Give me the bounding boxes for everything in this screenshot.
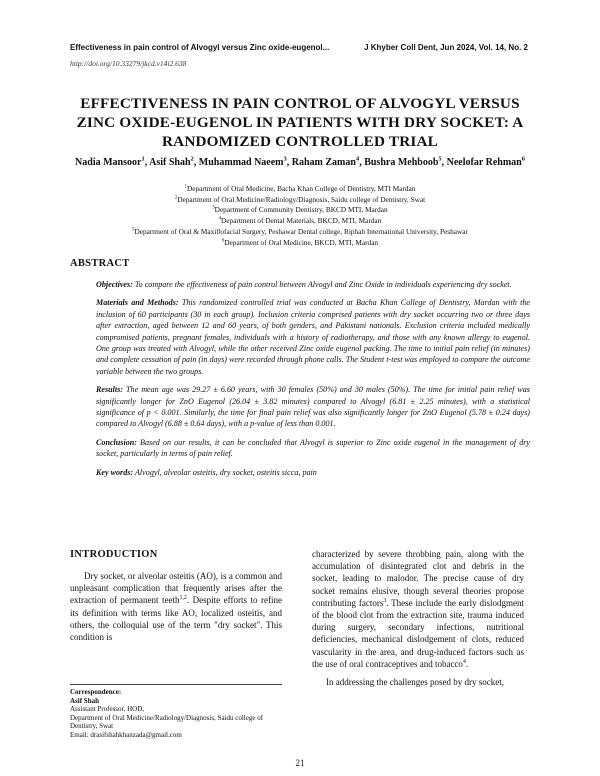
keywords-label: Key words: [96,467,134,477]
abstract-heading: ABSTRACT [70,258,130,269]
intro-paragraph-2 [312,548,524,670]
objectives-label: Objectives: [96,280,133,289]
correspondence-name: Asif Shah [70,696,99,705]
methods-text: This randomized controlled trial was conducted at Bacha Khan College of Dentistry, Mardan with the inclusion of 60 participants (30 in each group). Inclusion criteria comprised patients with dry socket occurring two or three days after extraction, aged between 12 and 60 years, of both genders, and Pakistani nationals. Exclusion criteria included medically compromised patients, pregnant females, individuals with a history of radiotherapy, and those with any known allergy to eugenol. One group was treated with Alvogyl, while the other received Zinc oxide eugenol packing. The time to initial pain relief (in minutes) and complete cessation of pain (in days) were recorded through phone calls. The Student t-test was employed to compare the outcome variable between the two groups. [96,298,530,376]
author-sup: 1 [141,155,145,163]
results-text: The mean age was 29.27 ± 6.60 years, with 30 females (50%) and 30 males (50%). The time for initial pain relief was significantly longer for ZnO Eugenol (26.04 ± 3.82 minutes) compared to Alvogyl (6.81 ± 2.25 minutes), with a statistical significance of p < 0.001. Similarly, the time for final pain relief was also significantly longer for ZnO Eugenol (5.78 ± 0.24 days) compared to Alvogyl (6.88 ± 0.64 days), with a p-value of less than 0.001. [96,385,530,429]
correspondence-email[interactable]: Email: drasifshahkhanzada@gmail.com [70,730,182,739]
correspondence-dept: Department of Oral Medicine/Radiology/Diagnosis, Saidu college of Dentistry, Swat [70,713,264,731]
author-name: Asif Shah [149,157,191,168]
running-header-title: Effectiveness in pain control of Alvogyl versus Zinc oxide-eugenol... [70,43,330,52]
author-sup: 3 [283,155,287,163]
abstract-keywords [96,467,530,478]
abstract-results [96,384,530,430]
page-number: 21 [295,758,305,768]
body-column-right [312,548,524,688]
author-list: Nadia Mansoor$^1$, Asif Shah$^2$, Muhammad Naeem$^3$, Raham Zaman$^4$, Bushra Mehboob$^5$, Neelofar Rehman$^6$ [75,155,525,168]
objectives-text: To compare the effectiveness of pain control between Alvogyl and Zinc Oxide in individuals experiencing dry socket. [134,280,512,289]
intro-p2-text: characterized by severe throbbing pain, along with the accumulation of disintegrated clot and debris in the socket, leading to malodor. The precise cause of dry socket remains elusive, though several theories propose contributing factors [312,549,524,608]
abstract-objectives [96,279,530,290]
author-name: Bushra Mehboob [364,157,439,168]
abstract-body [96,279,530,485]
affiliation-text: Department of Oral Medicine/Radiology/Diagnosis, Saidu college of Dentistry, Swat [177,194,426,204]
affiliation-text: Department of Community Dentistry, BKCD MTI, Mardan [214,205,388,215]
author-name: Neelofar Rehman [446,157,522,168]
affiliation [70,195,530,206]
author-sup: 2 [190,155,194,163]
conclusion-text: Based on our results, it can be concluded that Alvogyl is superior to Zinc oxide eugenol in the management of dry socket, particularly in terms of pain relief. [96,437,530,459]
affiliation [70,216,530,227]
affiliation [70,184,530,195]
conclusion-label: Conclusion: [96,437,137,447]
author-sup: 5 [438,155,442,163]
affiliation-sup: 6 [221,238,225,244]
affiliation-sup: 4 [218,216,222,222]
affiliation-sup: 5 [132,227,135,233]
affiliation [70,205,530,216]
intro-p2-text-cont: . These include the early dislodgment of the blood clot from the extraction site, trauma induced during surgery, secondary infections, nutritional deficiencies, mechanical dislodgement of clots, reduced vascularity in the area, and drug-induced factors such as the use of oral contraceptives and tobacco [312,597,524,669]
correspondence-box [70,684,282,740]
affiliation-text: Department of Oral & Maxillofacial Surgery, Peshawar Dental college, Riphah International University, Peshawar [134,226,468,236]
author-name: Nadia Mansoor [75,157,142,168]
doi-link[interactable]: http://doi.org/10.33279/jkcd.v14i2.638 [70,59,187,68]
citation-sup: 3 [383,597,387,604]
affiliation [70,238,530,249]
correspondence-label: Correspondence: [70,688,122,696]
author-name: Muhammad Naeem [198,157,284,168]
author-sup: 6 [521,155,525,163]
affiliation-sup: 2 [174,195,178,201]
paper-title: EFFECTIVENESS IN PAIN CONTROL OF ALVOGYL VERSUS ZINC OXIDE-EUGENOL IN PATIENTS WITH DRY SOCKET: A RANDOMIZED CONTROLLED TRIAL [76,95,524,150]
results-label: Results: [96,385,123,395]
affiliation-text: Department of Dental Materials, BKCD, MTI, Mardan [221,216,382,226]
intro-p1-text-cont: . Despite efforts to refine its definition with terms like AO, localized osteitis, and others, the colloquial use of the term "dry socket". This condition is [70,595,282,643]
abstract-conclusion [96,437,530,460]
intro-p2-end: . [465,658,469,669]
correspondence-role: Assistant Professor, HOD, [70,705,144,714]
citation-sup: 4 [462,658,466,665]
methods-label: Materials and Methods: [96,298,179,308]
abstract-methods [96,297,530,377]
affiliation-text: Department of Oral Medicine, Bacha Khan College of Dentistry, MTI Mardan [186,184,416,193]
author-sup: 4 [355,155,360,163]
intro-paragraph-3: In addressing the challenges posed by dry socket, [326,677,504,688]
affiliation-text: Department of Oral Medicine, BKCD, MTI, Mardan [224,237,379,247]
affiliation-sup: 3 [212,205,215,211]
affiliation-list [70,184,530,248]
intro-paragraph-1 [70,570,282,643]
introduction-heading: INTRODUCTION [70,549,158,560]
citation-sup: 1,2 [179,595,187,602]
body-column-left [70,548,282,643]
affiliation-sup: 1 [184,184,187,190]
author-name: Raham Zaman [291,157,356,168]
affiliation [70,227,530,238]
keywords-text: Alvogyl, alveolar osteitis, dry socket, osteitis sicca, pain [134,467,317,477]
intro-p1-text: Dry socket, or alveolar osteitis (AO), is a common and unpleasant complication that frequently arises after the extraction of permanent teeth [70,571,282,606]
running-header-journal: J Khyber Coll Dent, Jun 2024, Vol. 14, No. 2 [364,43,528,52]
